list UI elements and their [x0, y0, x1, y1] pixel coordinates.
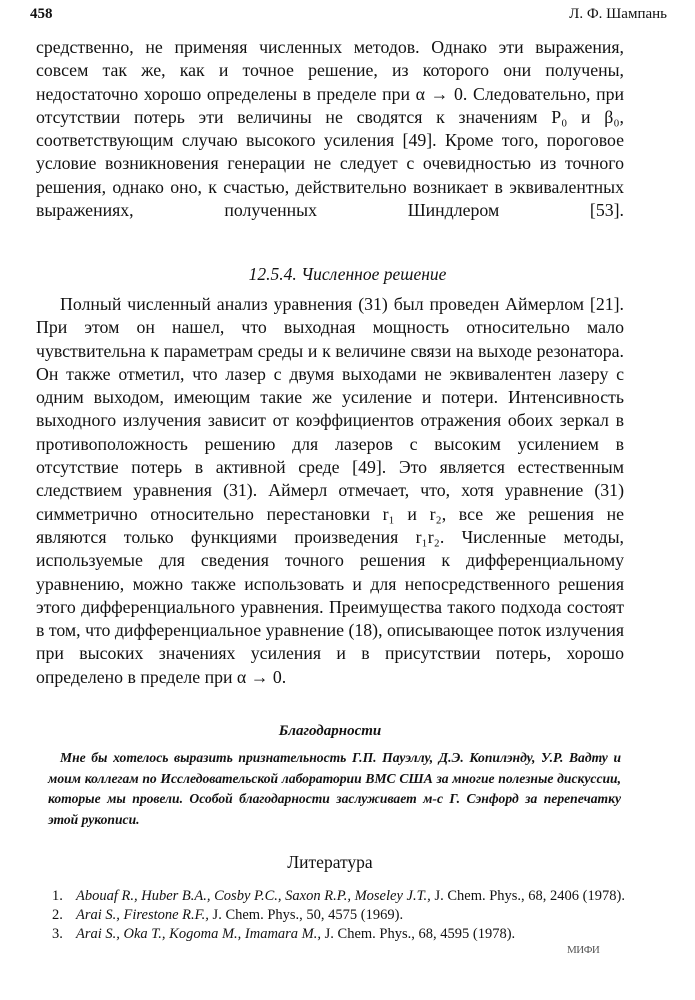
reference-number: 2.	[52, 907, 63, 923]
library-stamp: МИФИ	[567, 944, 600, 956]
acknowledgements-heading: Благодарности	[278, 723, 382, 739]
section-heading: 12.5.4. Численное решение	[248, 264, 447, 284]
reference-authors: Arai S., Oka T., Kogoma M., Imamara M.,	[76, 926, 322, 942]
page-header	[30, 6, 667, 26]
paragraph-continuation: средственно, не применяя численных методов. Однако эти выражения, совсем так же, как и точное решение, из которого они получены, недостаточно хорошо определены в пределе при α → 0. Следовательно, при отсутствии потерь эти величины не сводятся к значениям P₀ и β₀, соответствующим случаю высокого усиления [49]. Кроме того, пороговое условие возникновения генерации не следует с очевидностью из точного решения, однако оно, к счастью, действительно возникает в эквивалентных выражениях, полученных Шиндлером [53].	[36, 37, 624, 221]
literature-heading: Литература	[287, 852, 373, 872]
page-number: 458	[30, 6, 53, 22]
reference-authors: Arai S., Firestone R.F.,	[76, 907, 209, 923]
reference-item	[52, 887, 632, 906]
reference-item	[52, 925, 632, 944]
acknowledgements-text: Мне бы хотелось выразить признательность Г.П. Пауэллу, Д.Э. Копилэнду, У.Р. Вадту и моим коллегам по Исследовательской лаборатории ВМС США за многие полезные дискуссии, которые мы провели. Особой благодарности заслуживает м-с Г. Сэнфорд за перепечатку этой рукописи.	[48, 750, 621, 827]
reference-number: 3.	[52, 926, 63, 942]
reference-source: J. Chem. Phys., 68, 2406 (1978).	[434, 888, 625, 904]
reference-number: 1.	[52, 888, 63, 904]
reference-list	[52, 887, 632, 944]
paragraph-numerical-solution: Полный численный анализ уравнения (31) был проведен Аймерлом [21]. При этом он нашел, что выходная мощность относительно мало чувствительна к параметрам среды и к величине связи на выходе резонатора. Он также отметил, что лазер с двумя выходами не эквивалентен лазеру с одним выходом, имеющим такие же усиление и потери. Интенсивность выходного излучения зависит от коэффициентов отражения обоих зеркал в противоположность решению для лазеров с высоким усилением в отсутствие потерь в активной среде [49]. Это является естественным следствием уравнения (31). Аймерл отмечает, что, хотя уравнение (31) симметрично относительно перестановки r₁ и r₂, все же решения не являются только функциями произведения r₁r₂. Численные методы, используемые для сведения точного решения к дифференциальному уравнению, можно также использовать и для непосредственного решения этого дифференциального уравнения. Преимущества такого подхода состоят в том, что дифференциальное уравнение (18), описывающее поток излучения при высоких значениях усиления и в присутствии потерь, хорошо определено в пределе при α → 0.	[36, 294, 625, 687]
running-head-author: Л. Ф. Шампань	[569, 6, 667, 22]
reference-source: J. Chem. Phys., 50, 4575 (1969).	[212, 907, 404, 923]
reference-source: J. Chem. Phys., 68, 4595 (1978).	[324, 926, 516, 942]
reference-authors: Abouaf R., Huber B.A., Cosby P.C., Saxon R.P., Moseley J.T.,	[76, 888, 431, 904]
reference-item	[52, 906, 632, 925]
